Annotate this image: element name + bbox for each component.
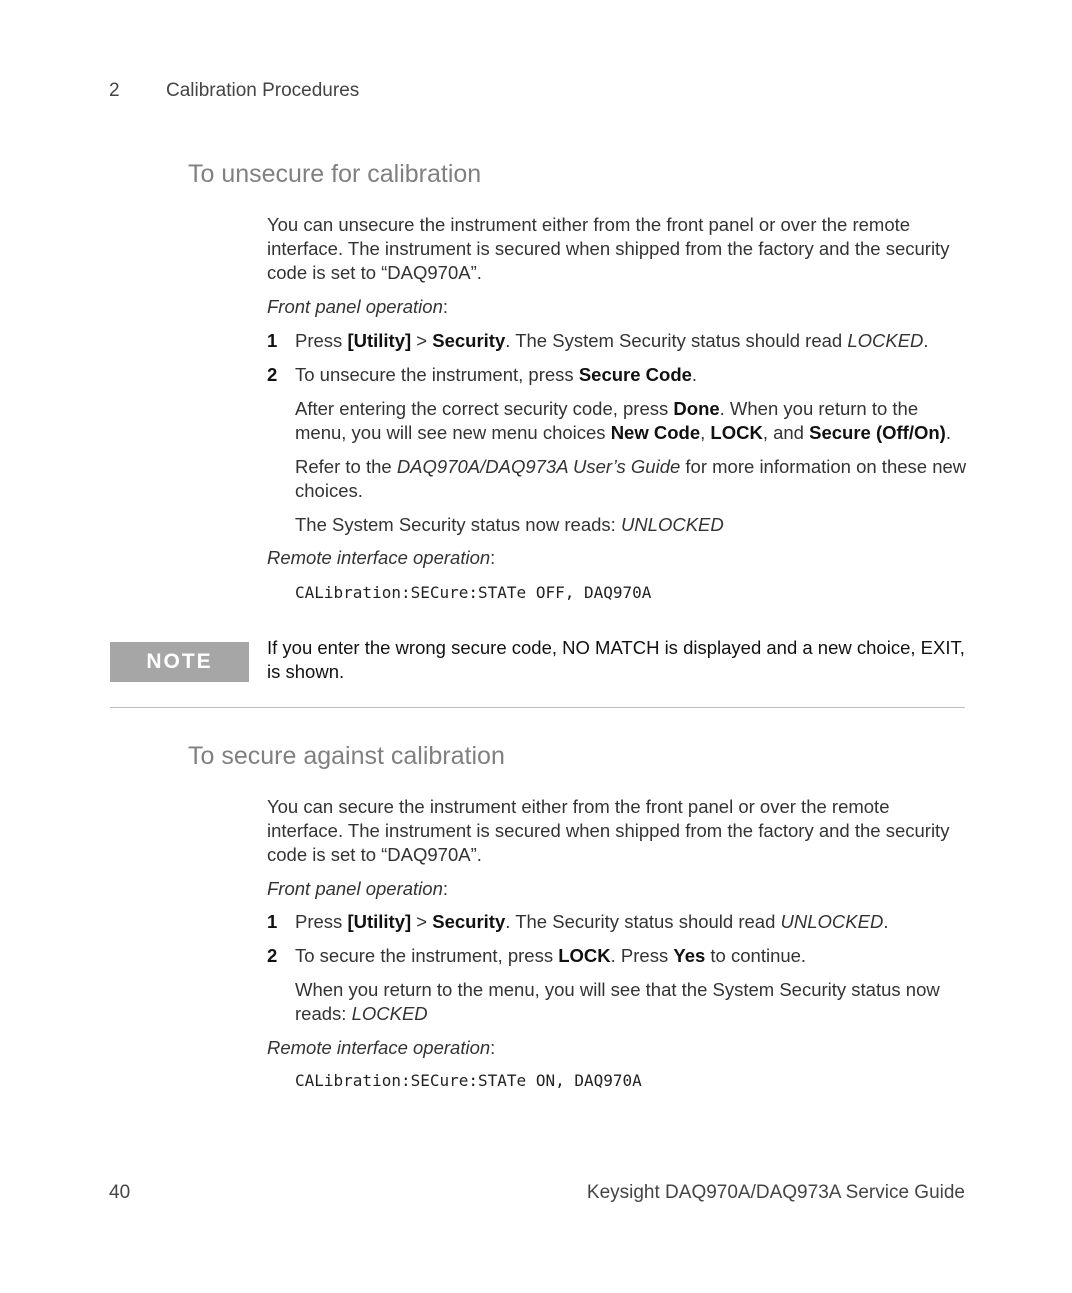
status-value: UNLOCKED [780,911,884,932]
step-number: 1 [267,911,278,932]
security-softkey: Security [432,330,506,351]
page-number: 40 [109,1182,131,1203]
section-heading-secure: To secure against calibration [188,742,505,770]
return-text: When you return to the menu, you will see that the System Security status now reads: LOCKED [295,979,940,1024]
front-panel-label: Front panel operation: [267,878,449,899]
chapter-title: Calibration Procedures [166,80,360,101]
secure-intro: You can secure the instrument either from the front panel or over the remote interface. The instrument is secured when shipped from the factory and the security code is set to “DAQ970A”. [267,796,950,865]
unsecure-command: CALibration:SECure:STATe OFF, DAQ970A [295,583,652,602]
section-heading-unsecure: To unsecure for calibration [188,160,482,188]
step-number: 2 [267,945,278,966]
secure-command: CALibration:SECure:STATe ON, DAQ970A [295,1071,642,1090]
status-now-text: The System Security status now reads: UNLOCKED [295,514,724,535]
remote-interface-label: Remote interface operation: [267,1037,496,1058]
unsecure-intro: You can unsecure the instrument either from the front panel or over the remote interface. The instrument is secured when shipped from the factory and the security code is set to “DAQ970A”. [267,214,950,283]
step-number: 1 [267,330,278,351]
refer-text: Refer to the DAQ970A/DAQ973A User’s Guide for more information on these new choices. [295,456,967,501]
utility-key: [Utility] [347,911,412,932]
note-text: If you enter the wrong secure code, NO MATCH is displayed and a new choice, EXIT, is shown. [267,637,965,682]
status-value: LOCKED [847,330,924,351]
step-number: 2 [267,364,278,385]
utility-key: [Utility] [347,330,412,351]
remote-interface-label: Remote interface operation: [267,547,496,568]
chapter-number: 2 [109,80,120,101]
divider [110,707,965,708]
user-guide-title: DAQ970A/DAQ973A User’s Guide [396,456,681,477]
note-badge: NOTE [110,642,249,682]
after-entering-text: After entering the correct security code, press Done. When you return to the menu, you will see new menu choices New Code, LOCK, and Secure (Off/On). [295,398,951,443]
front-panel-label: Front panel operation: [267,296,449,317]
footer-doc-title: Keysight DAQ970A/DAQ973A Service Guide [586,1182,965,1203]
secure-code-softkey: Secure Code [578,364,692,385]
lock-softkey: LOCK [558,945,611,966]
yes-softkey: Yes [673,945,706,966]
security-softkey: Security [432,911,506,932]
